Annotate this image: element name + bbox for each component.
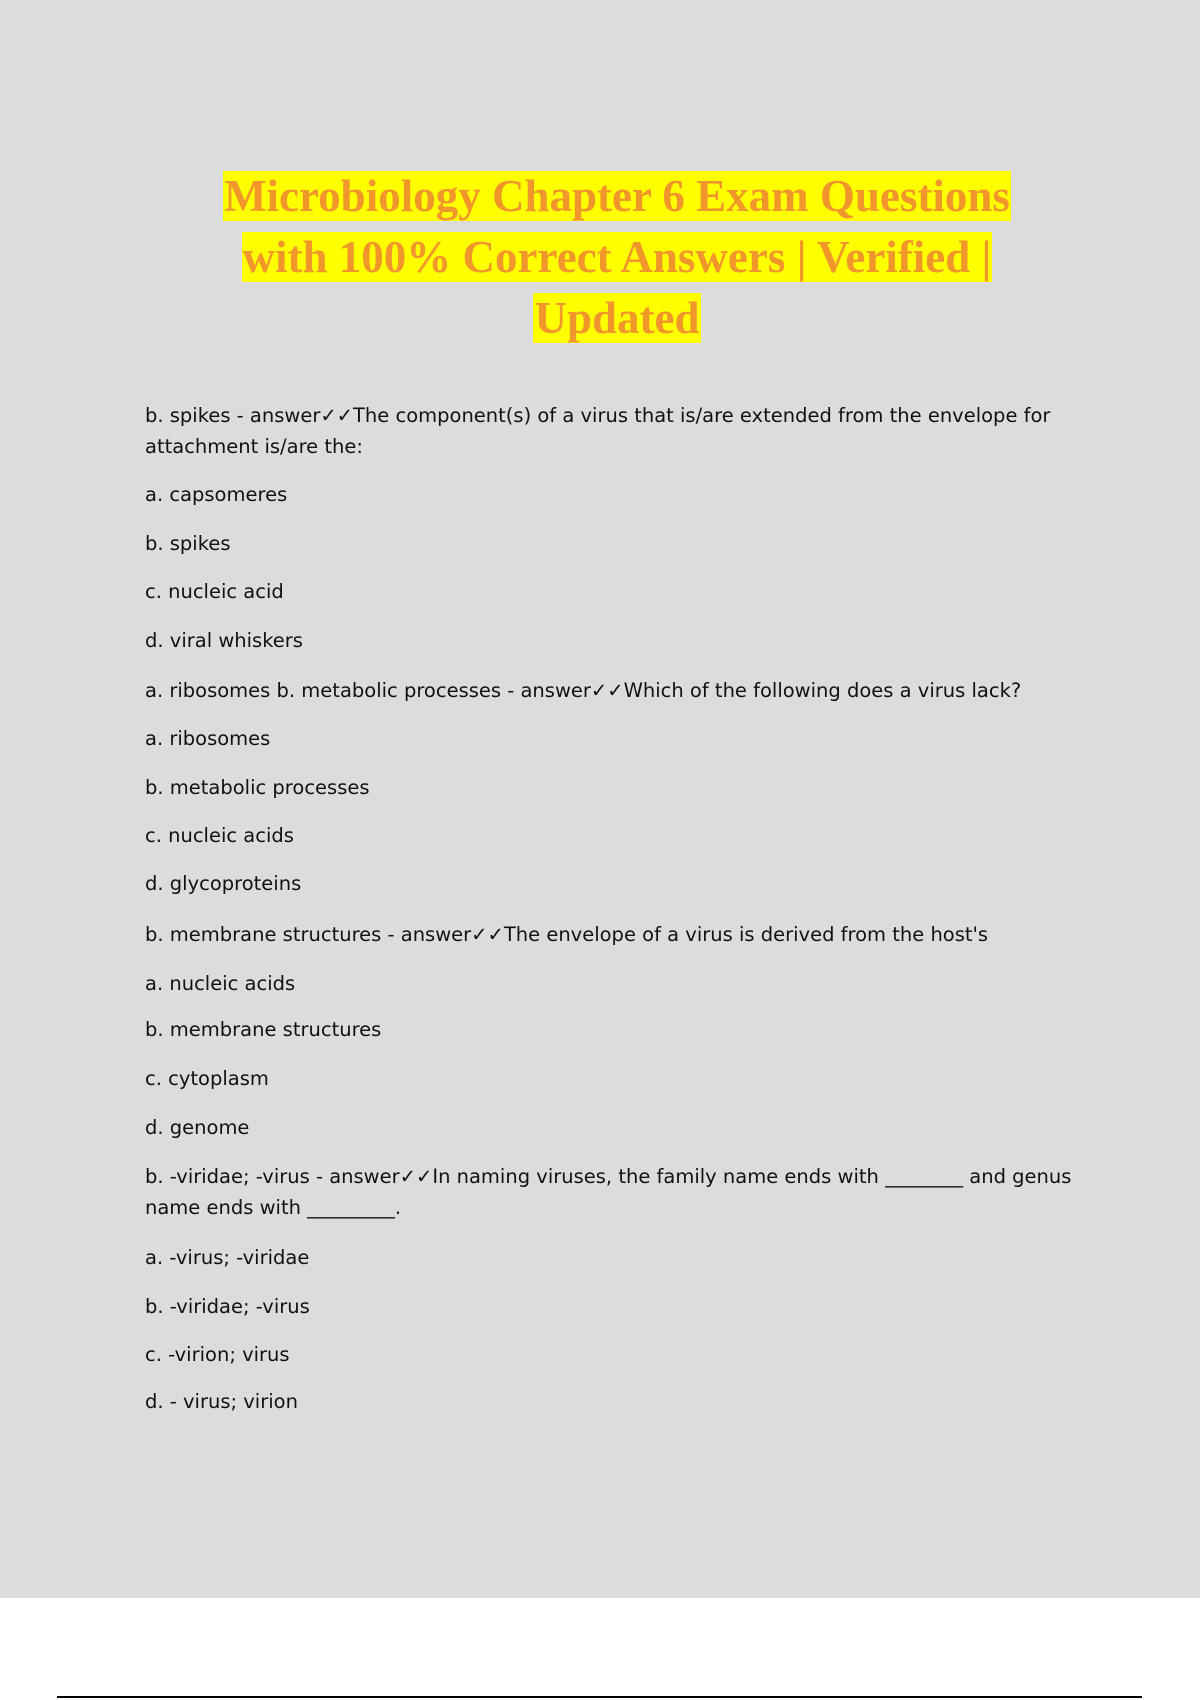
question-1-option-b: b. spikes: [145, 532, 231, 555]
question-2-option-b: b. metabolic processes: [145, 776, 370, 799]
question-1-option-c: c. nucleic acid: [145, 580, 284, 603]
question-4-text: b. -viridae; -virus - answer✓✓In naming viruses, the family name ends with ________ and genus name ends with _________.: [145, 1165, 1072, 1219]
question-4-option-c: c. -virion; virus: [145, 1343, 290, 1366]
title-line-1: Microbiology Chapter 6 Exam Questions: [224, 171, 1010, 221]
question-3-text: b. membrane structures - answer✓✓The envelope of a virus is derived from the host's: [145, 923, 989, 946]
question-1-option-a: a. capsomeres: [145, 483, 288, 506]
question-2-text: a. ribosomes b. metabolic processes - answer✓✓Which of the following does a virus lack?: [145, 679, 1022, 702]
question-3-option-a: a. nucleic acids: [145, 972, 296, 995]
question-4-option-b: b. -viridae; -virus: [145, 1295, 310, 1318]
question-2-option-a: a. ribosomes: [145, 727, 271, 750]
question-3-option-d: d. genome: [145, 1116, 250, 1139]
question-1-option-d: d. viral whiskers: [145, 629, 303, 652]
title-line-3: Updated: [534, 293, 700, 343]
document-title: [150, 166, 1084, 349]
question-3-option-c: c. cytoplasm: [145, 1067, 269, 1090]
question-2-option-c: c. nucleic acids: [145, 824, 294, 847]
footer-divider: [57, 1696, 1142, 1698]
question-3-option-b: b. membrane structures: [145, 1018, 382, 1041]
question-2-option-d: d. glycoproteins: [145, 872, 302, 895]
title-line-2: with 100% Correct Answers | Verified |: [242, 232, 992, 282]
question-4-option-d: d. - virus; virion: [145, 1390, 298, 1413]
question-4-option-a: a. -virus; -viridae: [145, 1246, 310, 1269]
question-1-text: b. spikes - answer✓✓The component(s) of a virus that is/are extended from the envelope for attachment is/are the:: [145, 404, 1051, 458]
